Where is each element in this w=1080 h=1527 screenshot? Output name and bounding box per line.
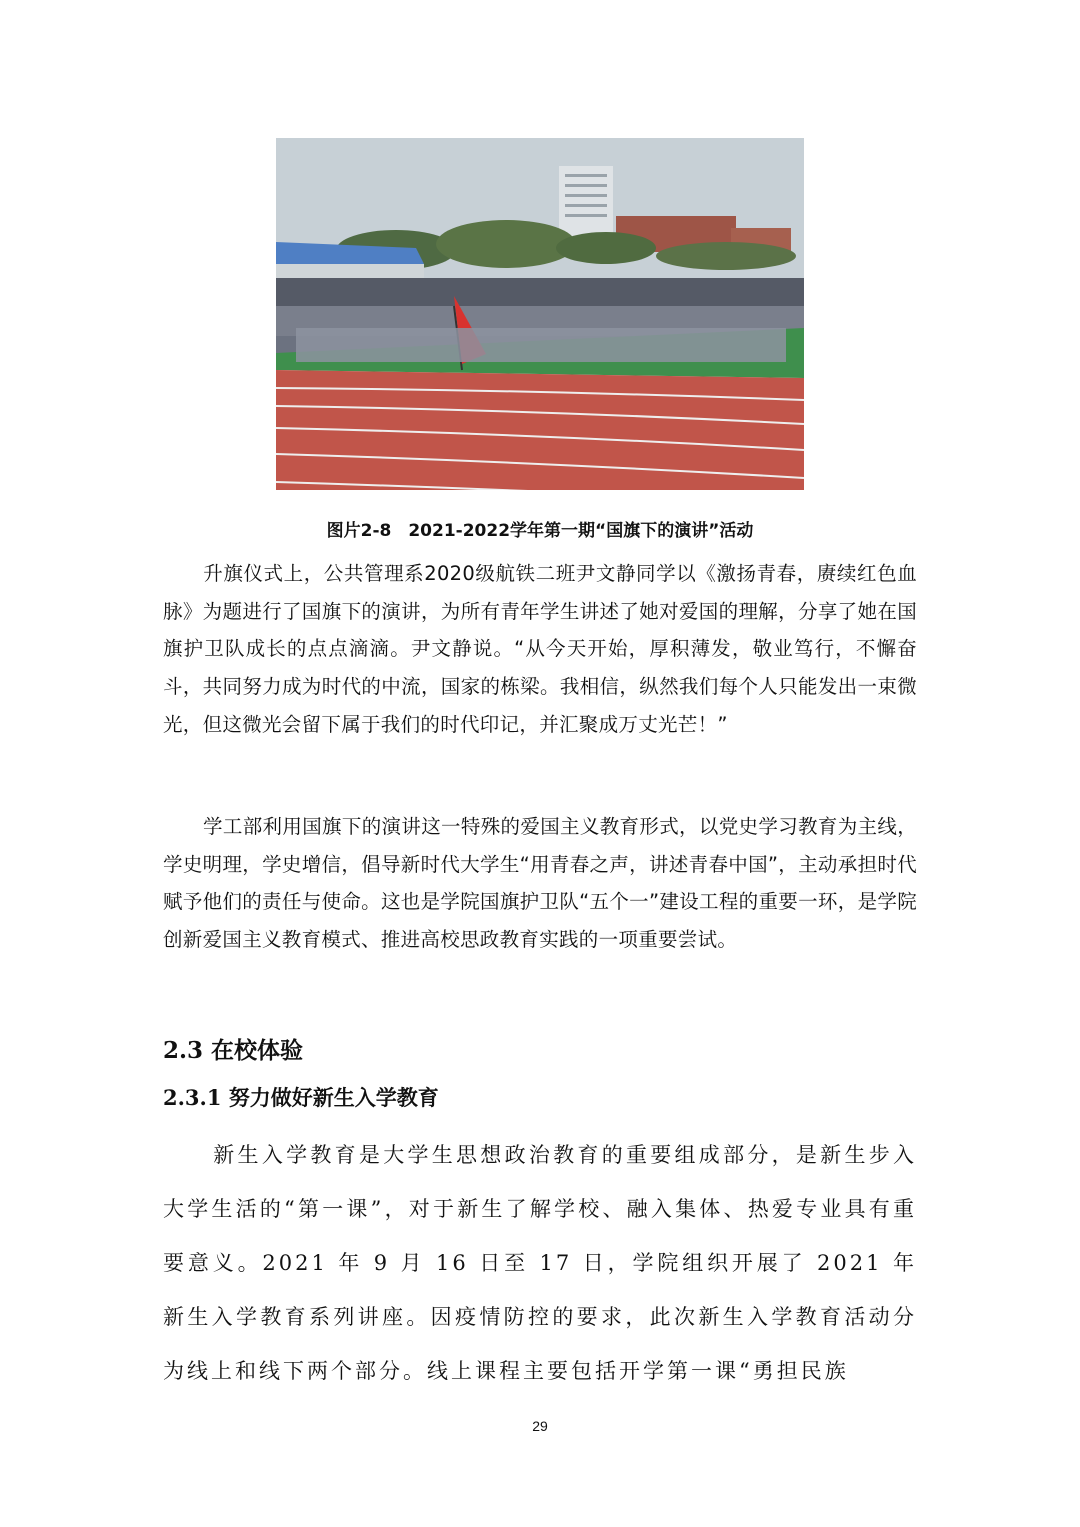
paragraph-text: 新生入学教育是大学生思想政治教育的重要组成部分，是新生步入大学生活的“第一课”，对于新生了解学校、融入集体、热爱专业具有重要意义。2021 年 9 月 16 日至 17 日，学院组织开展了 2021 年新生入学教育系列讲座。因疫情防控的要求，此次新生入学教育活动分为线上和线下两个部分。线上课程主要包括开学第一课“勇担民族 bbox=[163, 1143, 917, 1383]
paragraph-speech-summary bbox=[163, 555, 917, 744]
paragraph-text: 学工部利用国旗下的演讲这一特殊的爱国主义教育形式，以党史学习教育为主线，学史明理，学史增信，倡导新时代大学生“用青春之声，讲述青春中国”，主动承担时代赋予他们的责任与使命。这也是学院国旗护卫队“五个一”建设工程的重要一环，是学院创新爱国主义教育模式、推进高校思政教育实践的一项重要尝试。 bbox=[163, 815, 917, 952]
paragraph-education-form bbox=[163, 808, 917, 959]
flag-ceremony-photo bbox=[276, 138, 804, 490]
figure-caption: 图片2-8 2021-2022学年第一期“国旗下的演讲”活动 bbox=[326, 521, 754, 541]
section-heading: 2.3 在校体验 bbox=[163, 1037, 304, 1064]
subsection-heading: 2.3.1 努力做好新生入学教育 bbox=[163, 1085, 439, 1110]
page-number: 29 bbox=[532, 1418, 548, 1434]
paragraph-freshman-education bbox=[163, 1128, 917, 1398]
paragraph-text: 升旗仪式上，公共管理系2020级航铁二班尹文静同学以《激扬青春，赓续红色血脉》为题进行了国旗下的演讲，为所有青年学生讲述了她对爱国的理解，分享了她在国旗护卫队成长的点点滴滴。尹文静说。“从今天开始，厚积薄发，敬业笃行，不懈奋斗，共同努力成为时代的中流，国家的栋梁。我相信，纵然我们每个人只能发出一束微光，但这微光会留下属于我们的时代印记，并汇聚成万丈光芒！” bbox=[163, 562, 917, 736]
